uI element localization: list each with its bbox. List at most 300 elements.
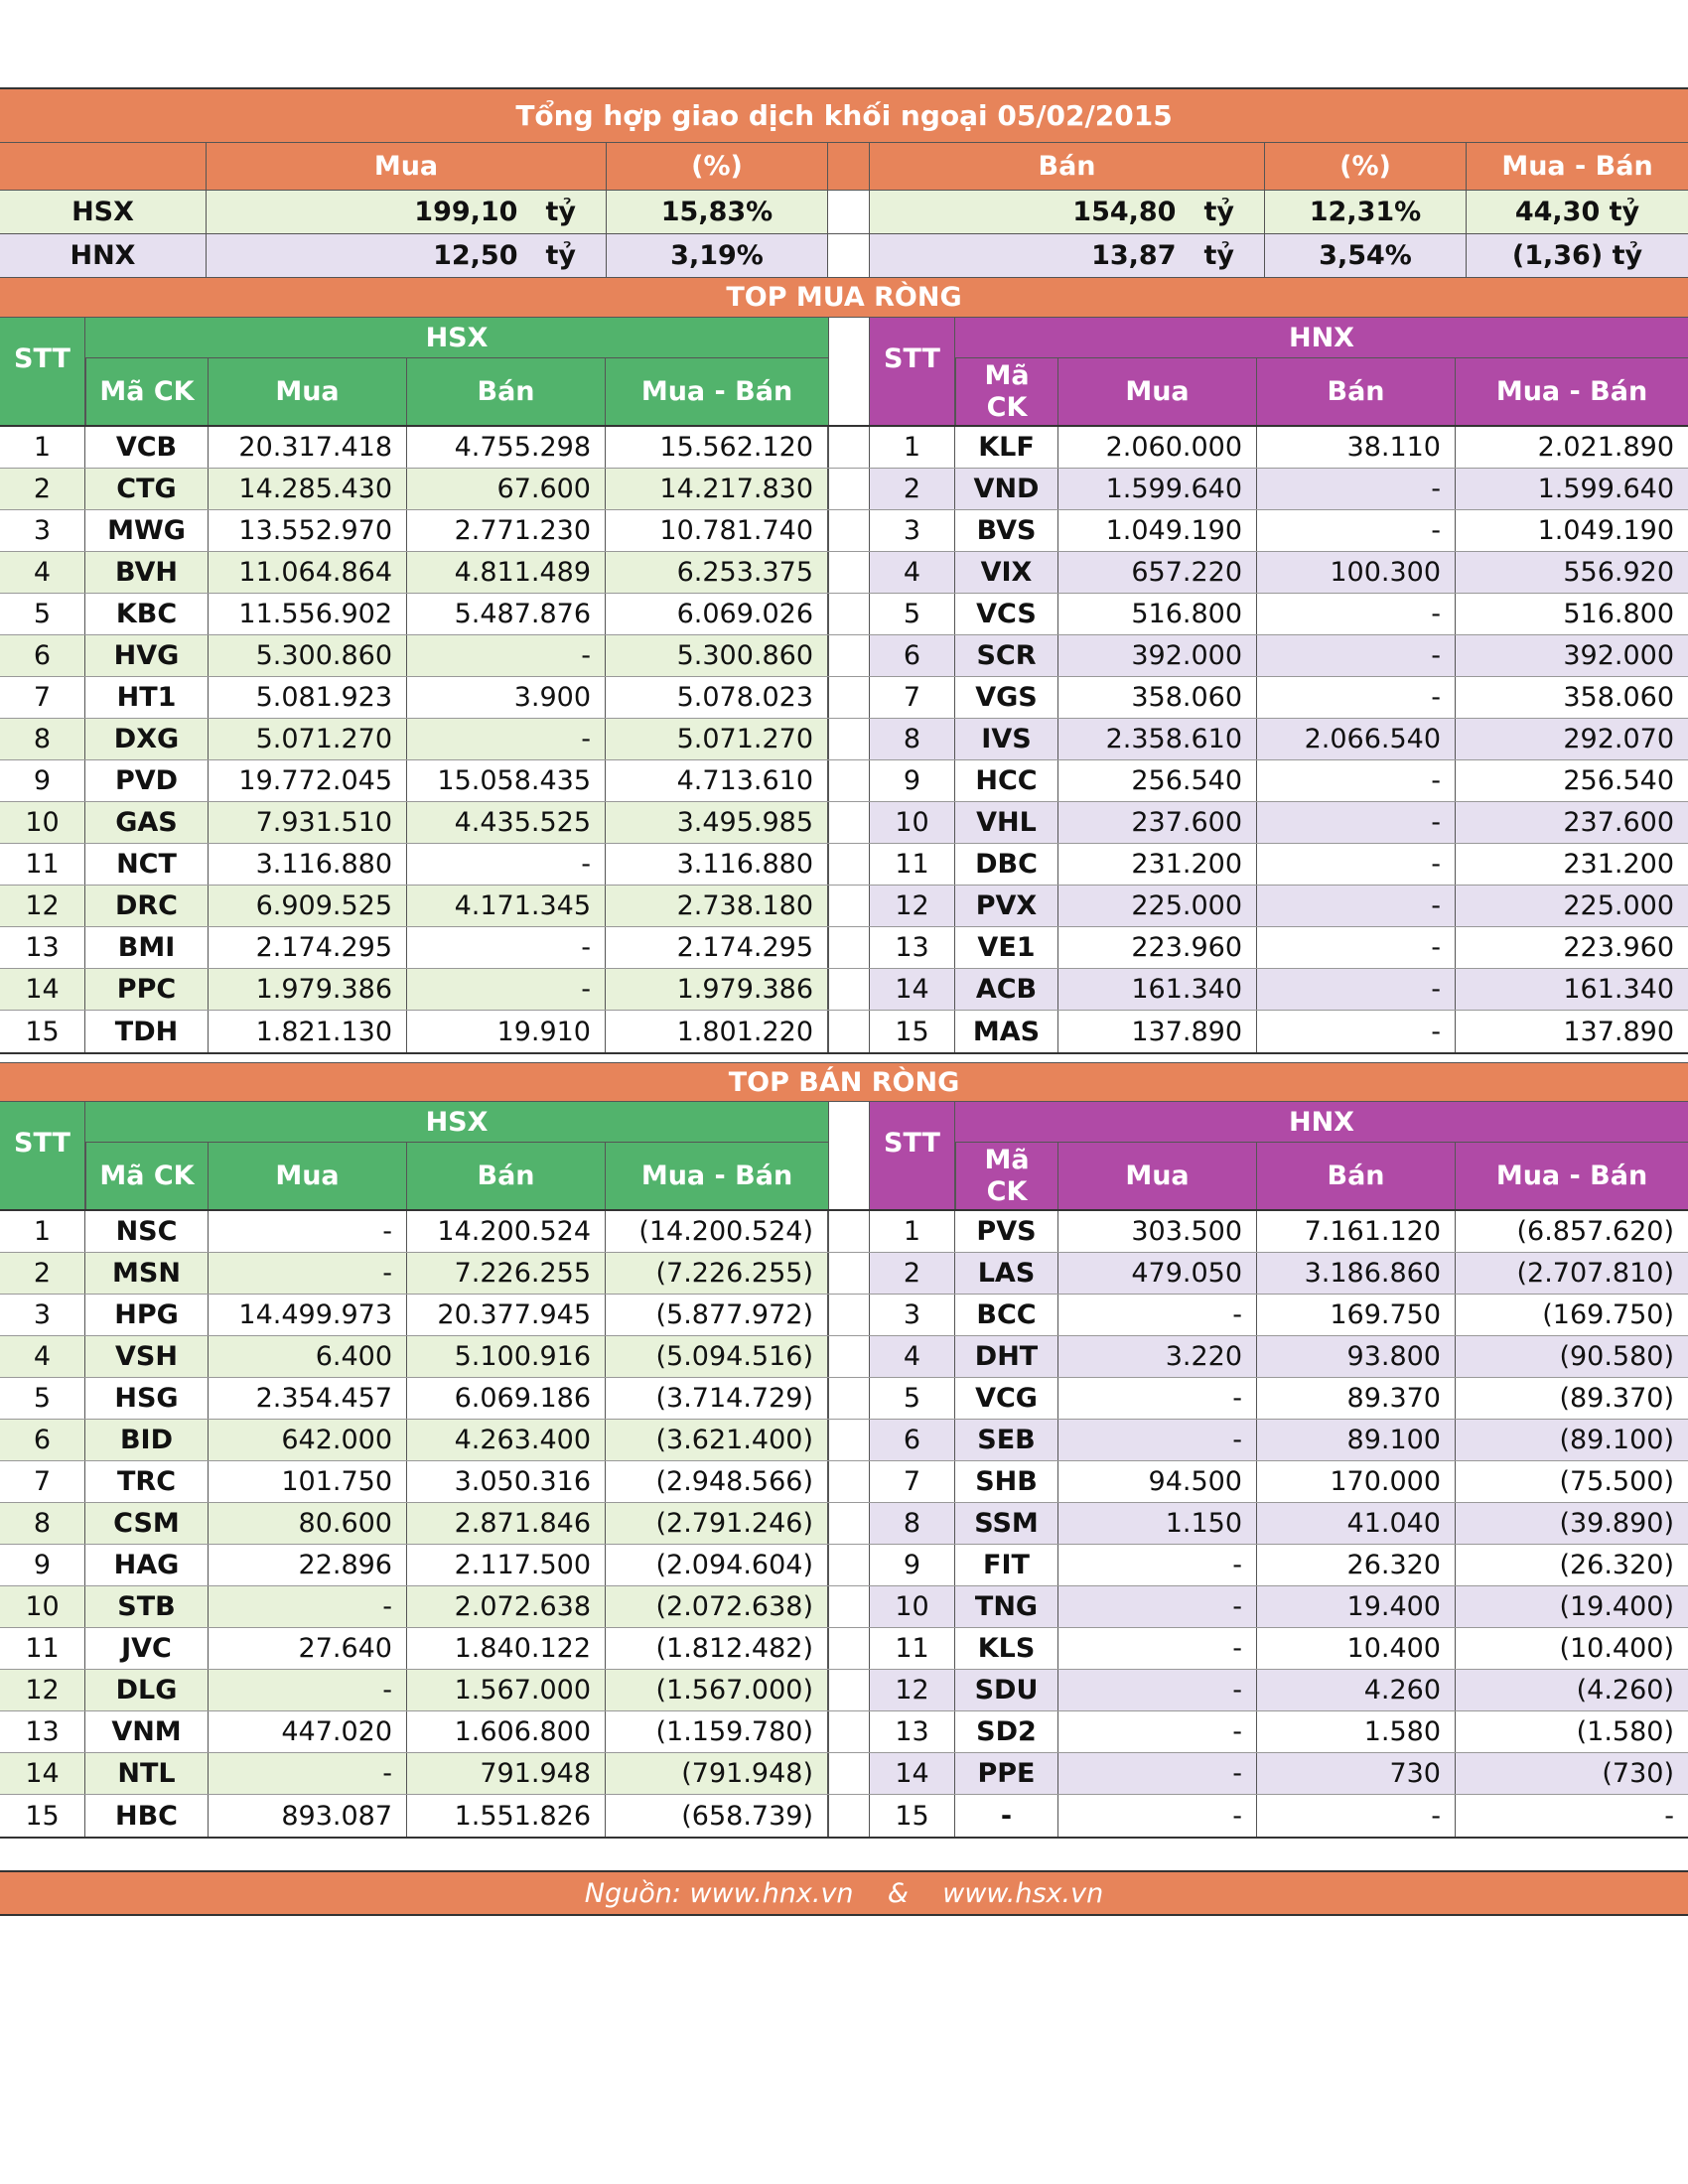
hsx-mua-cell: 14.499.973 xyxy=(209,1295,407,1335)
hnx-ticker-cell: SDU xyxy=(955,1670,1058,1710)
stt-header: STT xyxy=(0,1102,85,1209)
hnx-header-block xyxy=(870,318,1688,425)
hsx-mua-cell: 2.174.295 xyxy=(209,927,407,968)
hsx-stt-cell: 15 xyxy=(0,1795,85,1837)
hnx-mua-cell: 237.600 xyxy=(1058,802,1257,843)
hsx-ban-cell: 5.487.876 xyxy=(407,594,606,634)
hsx-net-cell: 1.979.386 xyxy=(606,969,828,1010)
ban-header: Bán xyxy=(1257,358,1456,425)
hnx-ban-cell: 7.161.120 xyxy=(1257,1211,1456,1252)
hsx-mua-cell: 101.750 xyxy=(209,1461,407,1502)
summary-mua-unit: tỷ xyxy=(545,240,576,271)
ban-header: Bán xyxy=(407,358,606,425)
hsx-ban-cell: 4.435.525 xyxy=(407,802,606,843)
footer-bar xyxy=(0,1870,1688,1916)
summary-mua-value: 199,10 xyxy=(414,197,518,227)
hnx-ban-cell: 1.580 xyxy=(1257,1711,1456,1752)
summary-header-ban: Bán xyxy=(870,143,1265,190)
hnx-mua-cell: - xyxy=(1058,1711,1257,1752)
section-gap xyxy=(828,1420,870,1460)
hsx-stt-cell: 13 xyxy=(0,927,85,968)
hsx-net-cell: 5.078.023 xyxy=(606,677,828,718)
hsx-stt-cell: 10 xyxy=(0,802,85,843)
hnx-net-cell: (169.750) xyxy=(1456,1295,1688,1335)
section-gap xyxy=(828,1211,870,1252)
hnx-stt-cell: 3 xyxy=(870,510,955,551)
hsx-header-right xyxy=(85,318,828,425)
summary-net: 44,30 tỷ xyxy=(1514,197,1640,227)
hnx-stt-cell: 8 xyxy=(870,1503,955,1544)
summary-net: (1,36) tỷ xyxy=(1511,240,1643,271)
table-row xyxy=(0,1670,1688,1711)
hnx-stt-cell: 1 xyxy=(870,1211,955,1252)
hsx-ticker-cell: DLG xyxy=(85,1670,209,1710)
hsx-mua-cell: 14.285.430 xyxy=(209,469,407,509)
hnx-ban-cell: - xyxy=(1257,1795,1456,1837)
hsx-ban-cell: - xyxy=(407,719,606,759)
hsx-net-cell: (3.621.400) xyxy=(606,1420,828,1460)
hsx-net-cell: 14.217.830 xyxy=(606,469,828,509)
hsx-stt-cell: 13 xyxy=(0,1711,85,1752)
summary-header-net: Mua - Bán xyxy=(1501,151,1653,182)
summary-header-pct2: (%) xyxy=(1265,143,1467,190)
hsx-stt-cell: 14 xyxy=(0,969,85,1010)
hnx-net-cell: (2.707.810) xyxy=(1456,1253,1688,1294)
hnx-stt-cell: 6 xyxy=(870,1420,955,1460)
hsx-ticker-cell: NTL xyxy=(85,1753,209,1794)
hsx-ban-cell: 1.840.122 xyxy=(407,1628,606,1669)
hsx-ticker-cell: VCB xyxy=(85,427,209,468)
hnx-net-cell: 392.000 xyxy=(1456,635,1688,676)
hnx-net-cell: (39.890) xyxy=(1456,1503,1688,1544)
table-row xyxy=(0,1336,1688,1378)
hnx-ban-cell: - xyxy=(1257,802,1456,843)
hnx-stt-cell: 15 xyxy=(870,1795,955,1837)
hnx-ticker-cell: BCC xyxy=(955,1295,1058,1335)
hsx-ticker-cell: JVC xyxy=(85,1628,209,1669)
hnx-ban-cell: - xyxy=(1257,1011,1456,1052)
summary-ban-unit: tỷ xyxy=(1203,240,1234,271)
section-gap xyxy=(828,1628,870,1669)
hnx-net-cell: 137.890 xyxy=(1456,1011,1688,1052)
hnx-stt-cell: 2 xyxy=(870,1253,955,1294)
hnx-net-cell: (4.260) xyxy=(1456,1670,1688,1710)
hsx-mua-cell: 5.071.270 xyxy=(209,719,407,759)
hsx-stt-cell: 12 xyxy=(0,1670,85,1710)
hnx-ticker-cell: ACB xyxy=(955,969,1058,1010)
table-row xyxy=(0,844,1688,886)
footer-source: Nguồn: www.hnx.vn & www.hsx.vn xyxy=(584,1877,1104,1909)
table-row xyxy=(0,760,1688,802)
hnx-mua-cell: 358.060 xyxy=(1058,677,1257,718)
hnx-mua-cell: - xyxy=(1058,1295,1257,1335)
hnx-ban-cell: 3.186.860 xyxy=(1257,1253,1456,1294)
ma-ck-header xyxy=(955,1143,1058,1209)
hsx-mua-cell: 27.640 xyxy=(209,1628,407,1669)
hsx-ban-cell: 2.072.638 xyxy=(407,1586,606,1627)
table-row xyxy=(0,1753,1688,1795)
hnx-ticker-cell: FIT xyxy=(955,1545,1058,1585)
hsx-ban-cell: 2.117.500 xyxy=(407,1545,606,1585)
hnx-mua-cell: 137.890 xyxy=(1058,1011,1257,1052)
table-row xyxy=(0,635,1688,677)
hnx-mua-cell: - xyxy=(1058,1753,1257,1794)
hsx-ban-cell: 3.050.316 xyxy=(407,1461,606,1502)
hnx-ticker-cell: KLS xyxy=(955,1628,1058,1669)
table-row xyxy=(0,1295,1688,1336)
net-header: Mua - Bán xyxy=(1456,358,1688,425)
hsx-stt-cell: 9 xyxy=(0,760,85,801)
section-gap xyxy=(828,1461,870,1502)
table-row xyxy=(0,552,1688,594)
hsx-ticker-cell: DRC xyxy=(85,886,209,926)
hsx-net-cell: 15.562.120 xyxy=(606,427,828,468)
hnx-net-cell: (10.400) xyxy=(1456,1628,1688,1669)
hnx-net-cell: (89.100) xyxy=(1456,1420,1688,1460)
hsx-ticker-cell: BID xyxy=(85,1420,209,1460)
hnx-net-cell: 237.600 xyxy=(1456,802,1688,843)
hnx-ban-cell: 2.066.540 xyxy=(1257,719,1456,759)
hsx-net-cell: (791.948) xyxy=(606,1753,828,1794)
hnx-mua-cell: - xyxy=(1058,1420,1257,1460)
section-gap xyxy=(828,1503,870,1544)
hnx-subheader xyxy=(955,1143,1688,1209)
hnx-mua-cell: - xyxy=(1058,1628,1257,1669)
hsx-ticker-cell: CSM xyxy=(85,1503,209,1544)
hsx-net-cell: (2.094.604) xyxy=(606,1545,828,1585)
hsx-ban-cell: 3.900 xyxy=(407,677,606,718)
hsx-net-cell: 5.071.270 xyxy=(606,719,828,759)
hsx-net-cell: 5.300.860 xyxy=(606,635,828,676)
table-row xyxy=(0,802,1688,844)
hsx-ban-cell: 6.069.186 xyxy=(407,1378,606,1419)
ma-ck-header xyxy=(955,358,1058,425)
summary-title: Tổng hợp giao dịch khối ngoại 05/02/2015 xyxy=(515,99,1173,132)
net-header: Mua - Bán xyxy=(606,1143,828,1209)
hsx-stt-cell: 10 xyxy=(0,1586,85,1627)
hsx-ticker-cell: MSN xyxy=(85,1253,209,1294)
hsx-ticker-cell: HBC xyxy=(85,1795,209,1837)
summary-header-pct1: (%) xyxy=(607,143,828,190)
hnx-ban-cell: 26.320 xyxy=(1257,1545,1456,1585)
summary-header-blank xyxy=(0,143,207,190)
hnx-mua-cell: 2.358.610 xyxy=(1058,719,1257,759)
table-row xyxy=(0,469,1688,510)
hsx-ticker-cell: PPC xyxy=(85,969,209,1010)
hsx-subheader xyxy=(85,358,828,425)
hnx-net-cell: (90.580) xyxy=(1456,1336,1688,1377)
hsx-stt-cell: 7 xyxy=(0,1461,85,1502)
hnx-net-cell: 516.800 xyxy=(1456,594,1688,634)
hnx-stt-cell: 5 xyxy=(870,594,955,634)
hsx-ban-cell: 791.948 xyxy=(407,1753,606,1794)
table-row xyxy=(0,1503,1688,1545)
hsx-net-cell: 2.738.180 xyxy=(606,886,828,926)
hnx-ticker-cell: LAS xyxy=(955,1253,1058,1294)
mua-header: Mua xyxy=(209,358,407,425)
ma-ck-header-line2: CK xyxy=(986,391,1028,423)
hnx-ban-cell: - xyxy=(1257,760,1456,801)
ma-ck-header: Mã CK xyxy=(85,1143,209,1209)
hsx-stt-cell: 7 xyxy=(0,677,85,718)
hsx-ticker-cell: HAG xyxy=(85,1545,209,1585)
hnx-ticker-cell: HCC xyxy=(955,760,1058,801)
hsx-stt-cell: 4 xyxy=(0,1336,85,1377)
hnx-ban-cell: 730 xyxy=(1257,1753,1456,1794)
hsx-ticker-cell: STB xyxy=(85,1586,209,1627)
hsx-ban-cell: 4.811.489 xyxy=(407,552,606,593)
section-gap xyxy=(828,719,870,759)
hnx-mua-cell: 1.150 xyxy=(1058,1503,1257,1544)
hnx-ticker-cell: SHB xyxy=(955,1461,1058,1502)
hnx-stt-cell: 1 xyxy=(870,427,955,468)
table-row xyxy=(0,969,1688,1011)
hnx-net-cell: (1.580) xyxy=(1456,1711,1688,1752)
hnx-ban-cell: 169.750 xyxy=(1257,1295,1456,1335)
hsx-mua-cell: 20.317.418 xyxy=(209,427,407,468)
section-gap xyxy=(828,927,870,968)
hnx-mua-cell: 516.800 xyxy=(1058,594,1257,634)
hnx-ban-cell: - xyxy=(1257,594,1456,634)
hnx-ban-cell: - xyxy=(1257,677,1456,718)
hnx-subheader xyxy=(955,358,1688,425)
hnx-net-cell: 358.060 xyxy=(1456,677,1688,718)
top-buy-title-bar xyxy=(0,278,1688,318)
hsx-ban-cell: 67.600 xyxy=(407,469,606,509)
summary-pct1: 15,83% xyxy=(607,191,828,233)
hnx-net-cell: (26.320) xyxy=(1456,1545,1688,1585)
net-header: Mua - Bán xyxy=(1456,1143,1688,1209)
section-gap xyxy=(828,760,870,801)
hsx-net-cell: (2.072.638) xyxy=(606,1586,828,1627)
hsx-net-cell: 1.801.220 xyxy=(606,1011,828,1052)
hsx-ticker-cell: VNM xyxy=(85,1711,209,1752)
table-row xyxy=(0,1253,1688,1295)
hsx-net-cell: 4.713.610 xyxy=(606,760,828,801)
section-gap xyxy=(828,1545,870,1585)
hnx-mua-cell: 479.050 xyxy=(1058,1253,1257,1294)
hnx-stt-cell: 11 xyxy=(870,844,955,885)
hsx-ban-cell: 1.551.826 xyxy=(407,1795,606,1837)
hnx-ban-cell: - xyxy=(1257,510,1456,551)
hsx-net-cell: (1.812.482) xyxy=(606,1628,828,1669)
hnx-stt-cell: 3 xyxy=(870,1295,955,1335)
hnx-ticker-cell: PVX xyxy=(955,886,1058,926)
hnx-stt-cell: 13 xyxy=(870,1711,955,1752)
mua-header: Mua xyxy=(1058,1143,1257,1209)
section-gap xyxy=(828,318,870,425)
section-gap xyxy=(828,1586,870,1627)
hsx-mua-cell: 6.400 xyxy=(209,1336,407,1377)
hsx-ticker-cell: HVG xyxy=(85,635,209,676)
top-sell-title: TOP BÁN RÒNG xyxy=(728,1066,960,1098)
hnx-stt-cell: 14 xyxy=(870,969,955,1010)
hnx-mua-cell: 2.060.000 xyxy=(1058,427,1257,468)
hnx-ban-cell: 100.300 xyxy=(1257,552,1456,593)
hsx-net-cell: (5.094.516) xyxy=(606,1336,828,1377)
hsx-net-cell: 3.116.880 xyxy=(606,844,828,885)
hnx-mua-cell: - xyxy=(1058,1670,1257,1710)
hnx-ban-cell: 4.260 xyxy=(1257,1670,1456,1710)
hnx-stt-cell: 7 xyxy=(870,1461,955,1502)
summary-ban-value: 154,80 xyxy=(1072,197,1177,227)
stt-header: STT xyxy=(870,318,955,425)
hsx-stt-cell: 11 xyxy=(0,844,85,885)
hsx-stt-cell: 4 xyxy=(0,552,85,593)
hnx-ban-cell: 170.000 xyxy=(1257,1461,1456,1502)
hsx-ticker-cell: HSG xyxy=(85,1378,209,1419)
hsx-net-cell: (5.877.972) xyxy=(606,1295,828,1335)
hsx-ban-cell: 1.567.000 xyxy=(407,1670,606,1710)
hsx-mua-cell: 80.600 xyxy=(209,1503,407,1544)
section-gap xyxy=(828,1670,870,1710)
hnx-stt-cell: 6 xyxy=(870,635,955,676)
table-row xyxy=(0,1211,1688,1253)
section-gap xyxy=(828,635,870,676)
summary-ban xyxy=(870,234,1265,277)
hsx-ban-cell: 2.871.846 xyxy=(407,1503,606,1544)
hsx-net-cell: (658.739) xyxy=(606,1795,828,1837)
hnx-stt-cell: 7 xyxy=(870,677,955,718)
hsx-ban-cell: 4.755.298 xyxy=(407,427,606,468)
hnx-ban-cell: - xyxy=(1257,469,1456,509)
ma-ck-header-line1: Mã xyxy=(984,1144,1030,1175)
table-row xyxy=(0,1378,1688,1420)
hnx-ban-cell: - xyxy=(1257,969,1456,1010)
hsx-mua-cell: 7.931.510 xyxy=(209,802,407,843)
hnx-mua-cell: - xyxy=(1058,1586,1257,1627)
hsx-ticker-cell: KBC xyxy=(85,594,209,634)
hnx-ticker-cell: VIX xyxy=(955,552,1058,593)
hsx-ban-cell: 5.100.916 xyxy=(407,1336,606,1377)
hsx-ticker-cell: TRC xyxy=(85,1461,209,1502)
hnx-header-block xyxy=(870,1102,1688,1209)
hnx-stt-cell: 9 xyxy=(870,760,955,801)
hnx-mua-cell: 303.500 xyxy=(1058,1211,1257,1252)
section-gap xyxy=(828,1253,870,1294)
hsx-net-cell: 3.495.985 xyxy=(606,802,828,843)
section-gap xyxy=(828,1336,870,1377)
hnx-net-cell: 556.920 xyxy=(1456,552,1688,593)
hnx-net-cell: (19.400) xyxy=(1456,1586,1688,1627)
hnx-net-cell: 231.200 xyxy=(1456,844,1688,885)
summary-row-hnx xyxy=(0,234,1688,278)
hnx-net-cell: 256.540 xyxy=(1456,760,1688,801)
hsx-ticker-cell: NSC xyxy=(85,1211,209,1252)
table-row xyxy=(0,1420,1688,1461)
hsx-mua-cell: - xyxy=(209,1253,407,1294)
hsx-header-title: HSX xyxy=(85,318,828,358)
hsx-net-cell: 6.253.375 xyxy=(606,552,828,593)
top-sell-section xyxy=(0,1102,1688,1839)
hsx-net-cell: 10.781.740 xyxy=(606,510,828,551)
section-gap xyxy=(828,1795,870,1837)
summary-ban xyxy=(870,191,1265,233)
hnx-net-cell: (89.370) xyxy=(1456,1378,1688,1419)
hnx-ticker-cell: KLF xyxy=(955,427,1058,468)
summary-ban-unit: tỷ xyxy=(1203,197,1234,227)
hsx-header-block xyxy=(0,318,828,425)
hnx-net-cell: 161.340 xyxy=(1456,969,1688,1010)
hnx-net-cell: 225.000 xyxy=(1456,886,1688,926)
hsx-ban-cell: 14.200.524 xyxy=(407,1211,606,1252)
summary-mua-value: 12,50 xyxy=(433,240,518,271)
hnx-ticker-cell: VND xyxy=(955,469,1058,509)
hsx-mua-cell: 1.979.386 xyxy=(209,969,407,1010)
hnx-ban-cell: 89.100 xyxy=(1257,1420,1456,1460)
hnx-ticker-cell: IVS xyxy=(955,719,1058,759)
table-row xyxy=(0,1795,1688,1839)
hsx-header-right xyxy=(85,1102,828,1209)
hnx-stt-cell: 14 xyxy=(870,1753,955,1794)
hnx-ticker-cell: SD2 xyxy=(955,1711,1058,1752)
hnx-ban-cell: 93.800 xyxy=(1257,1336,1456,1377)
table-row xyxy=(0,1461,1688,1503)
hnx-ban-cell: 19.400 xyxy=(1257,1586,1456,1627)
summary-label: HSX xyxy=(0,191,207,233)
hnx-mua-cell: - xyxy=(1058,1545,1257,1585)
hnx-net-cell: (75.500) xyxy=(1456,1461,1688,1502)
table-row xyxy=(0,510,1688,552)
hnx-ticker-cell: VCS xyxy=(955,594,1058,634)
hnx-stt-cell: 4 xyxy=(870,552,955,593)
section-gap xyxy=(828,1102,870,1209)
hnx-mua-cell: 256.540 xyxy=(1058,760,1257,801)
hnx-stt-cell: 12 xyxy=(870,1670,955,1710)
hnx-mua-cell: 225.000 xyxy=(1058,886,1257,926)
hnx-ticker-cell: MAS xyxy=(955,1011,1058,1052)
hnx-net-cell: 292.070 xyxy=(1456,719,1688,759)
stt-header: STT xyxy=(0,318,85,425)
hnx-stt-cell: 10 xyxy=(870,1586,955,1627)
hnx-stt-cell: 2 xyxy=(870,469,955,509)
hsx-ban-cell: 2.771.230 xyxy=(407,510,606,551)
hnx-ban-cell: - xyxy=(1257,927,1456,968)
hsx-stt-cell: 2 xyxy=(0,469,85,509)
hsx-net-cell: (3.714.729) xyxy=(606,1378,828,1419)
hsx-stt-cell: 3 xyxy=(0,510,85,551)
hnx-net-cell: 1.049.190 xyxy=(1456,510,1688,551)
hsx-stt-cell: 9 xyxy=(0,1545,85,1585)
hnx-mua-cell: 161.340 xyxy=(1058,969,1257,1010)
hnx-stt-cell: 11 xyxy=(870,1628,955,1669)
hnx-stt-cell: 15 xyxy=(870,1011,955,1052)
hsx-header-block xyxy=(0,1102,828,1209)
hsx-ban-cell: - xyxy=(407,844,606,885)
hsx-ban-cell: 20.377.945 xyxy=(407,1295,606,1335)
hnx-ban-cell: - xyxy=(1257,844,1456,885)
hsx-stt-cell: 3 xyxy=(0,1295,85,1335)
ban-header: Bán xyxy=(407,1143,606,1209)
table-row xyxy=(0,427,1688,469)
hnx-stt-cell: 10 xyxy=(870,802,955,843)
hnx-stt-cell: 4 xyxy=(870,1336,955,1377)
hsx-mua-cell: 5.081.923 xyxy=(209,677,407,718)
hsx-mua-cell: - xyxy=(209,1753,407,1794)
section-gap xyxy=(828,1011,870,1052)
hnx-ticker-cell: - xyxy=(955,1795,1058,1837)
hnx-header-title: HNX xyxy=(955,318,1688,358)
top-buy-title: TOP MUA RÒNG xyxy=(726,282,962,313)
hnx-ticker-cell: VGS xyxy=(955,677,1058,718)
hsx-ban-cell: - xyxy=(407,635,606,676)
mua-header: Mua xyxy=(1058,358,1257,425)
hnx-ticker-cell: VCG xyxy=(955,1378,1058,1419)
stt-header: STT xyxy=(870,1102,955,1209)
hnx-header-title: HNX xyxy=(955,1102,1688,1143)
hsx-stt-cell: 15 xyxy=(0,1011,85,1052)
hsx-stt-cell: 8 xyxy=(0,1503,85,1544)
